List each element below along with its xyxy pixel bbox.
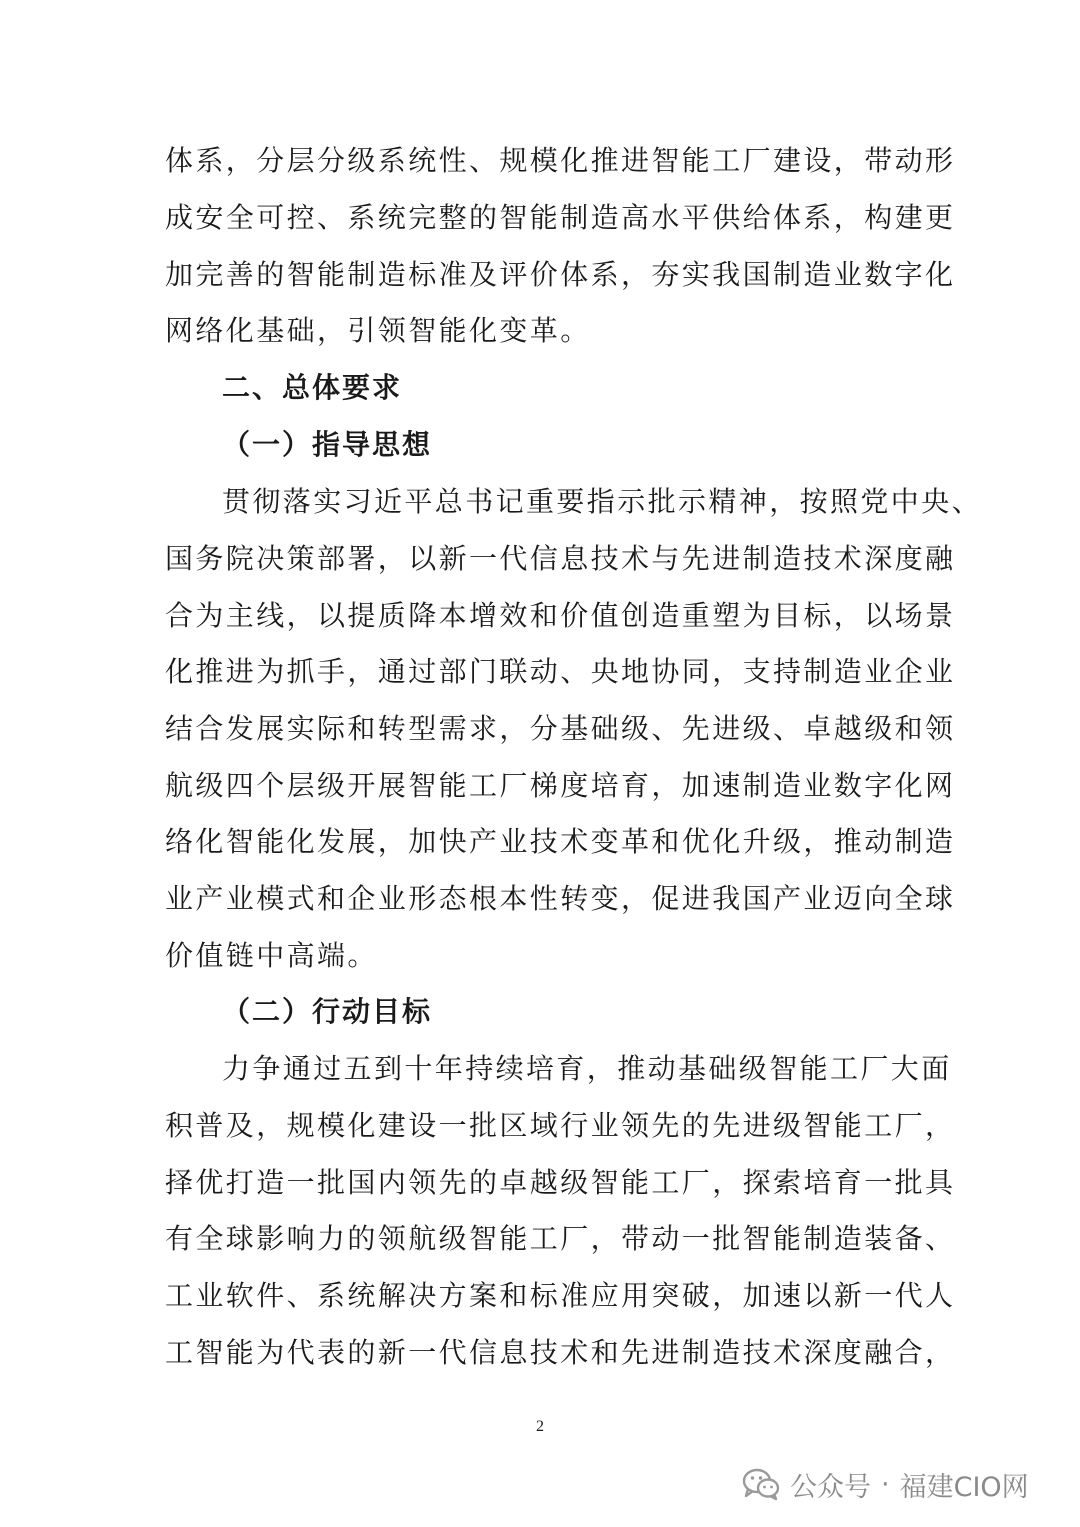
paragraph-line: 业产业模式和企业形态根本性转变，促进我国产业迈向全球 xyxy=(165,882,956,915)
watermark-label: 公众号 xyxy=(790,1471,871,1503)
paragraph-line: 结合发展实际和转型需求，分基础级、先进级、卓越级和领 xyxy=(165,712,956,745)
watermark-account: 福建CIO网 xyxy=(899,1471,1029,1503)
paragraph-line: 体系，分层分级系统性、规模化推进智能工厂建设，带动形 xyxy=(165,144,956,177)
paragraph-line: 络化智能化发展，加快产业技术变革和优化升级，推动制造 xyxy=(165,825,956,858)
paragraph-line: 工智能为代表的新一代信息技术和先进制造技术深度融合， xyxy=(165,1336,956,1369)
paragraph-line: 成安全可控、系统完整的智能制造高水平供给体系，构建更 xyxy=(165,201,956,234)
paragraph-line: 国务院决策部署，以新一代信息技术与先进制造技术深度融 xyxy=(165,542,956,575)
paragraph-line: 网络化基础，引领智能化变革。 xyxy=(165,314,591,347)
section-heading: 二、总体要求 xyxy=(222,371,403,404)
watermark xyxy=(742,1460,1029,1508)
paragraph-line: 有全球影响力的领航级智能工厂，带动一批智能制造装备、 xyxy=(165,1222,956,1255)
subsection-heading-action-goals: （二）行动目标 xyxy=(222,995,433,1028)
paragraph-line: 加完善的智能制造标准及评价体系，夯实我国制造业数字化 xyxy=(165,258,956,291)
watermark-separator: · xyxy=(881,1468,890,1500)
paragraph-line: 航级四个层级开展智能工厂梯度培育，加速制造业数字化网 xyxy=(165,769,956,802)
paragraph-line: 化推进为抓手，通过部门联动、央地协同，支持制造业企业 xyxy=(165,655,956,688)
paragraph-line: 合为主线，以提质降本增效和价值创造重塑为目标，以场景 xyxy=(165,599,956,632)
paragraph-line: 价值链中高端。 xyxy=(165,939,378,972)
page-number: 2 xyxy=(536,1418,544,1435)
wechat-icon xyxy=(742,1467,780,1501)
paragraph-line: 贯彻落实习近平总书记重要指示批示精神，按照党中央、 xyxy=(222,485,983,518)
subsection-heading-guiding-ideology: （一）指导思想 xyxy=(222,428,433,461)
paragraph-line: 择优打造一批国内领先的卓越级智能工厂，探索培育一批具 xyxy=(165,1166,956,1199)
paragraph-line: 积普及，规模化建设一批区域行业领先的先进级智能工厂， xyxy=(165,1109,956,1142)
paragraph-line: 工业软件、系统解决方案和标准应用突破，加速以新一代人 xyxy=(165,1279,956,1312)
paragraph-line: 力争通过五到十年持续培育，推动基础级智能工厂大面 xyxy=(222,1052,952,1085)
